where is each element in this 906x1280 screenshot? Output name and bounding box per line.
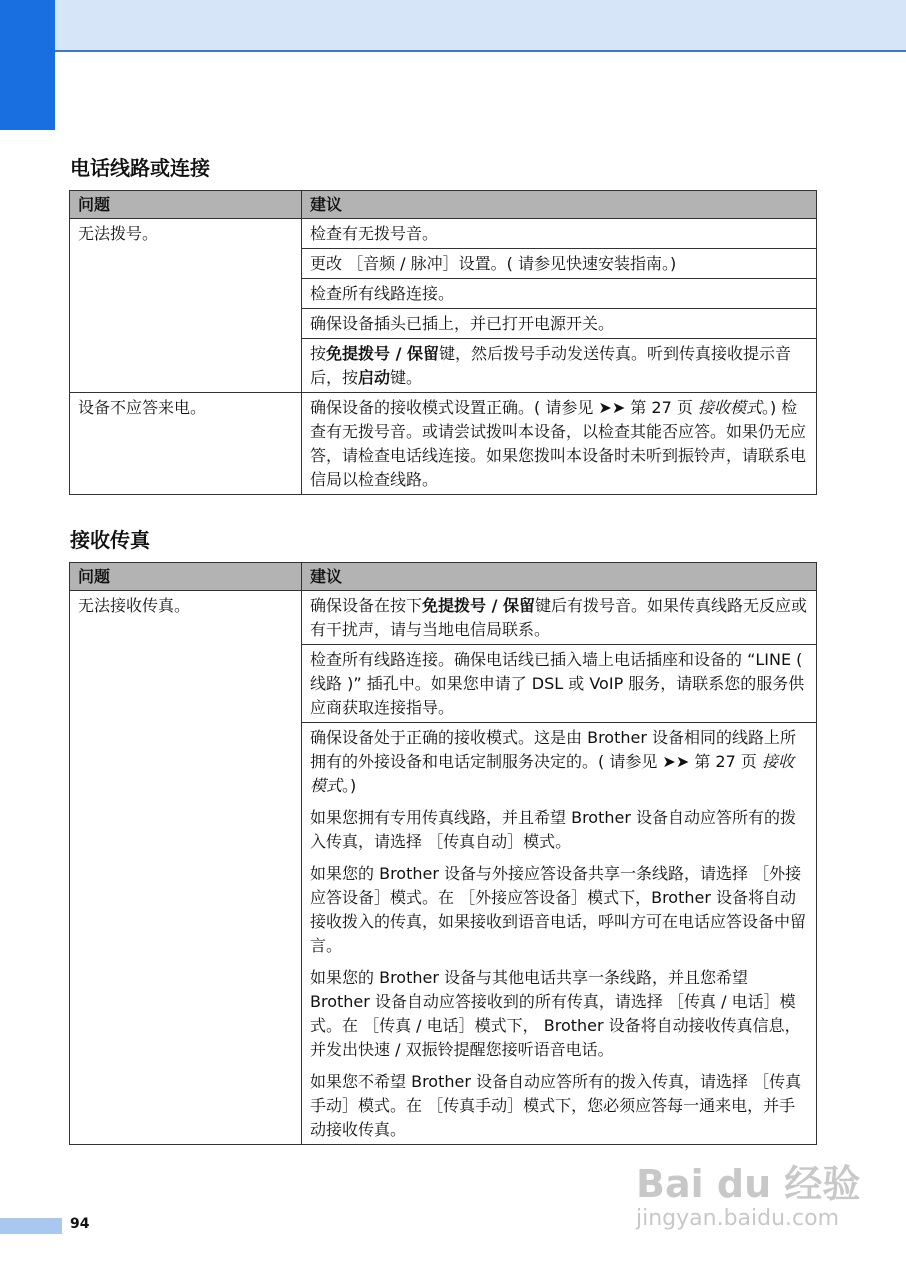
key-name-hands-free: 免提拨号 / 保留 bbox=[422, 596, 536, 615]
advice-paragraph: 如果您的 Brother 设备与外接应答设备共享一条线路，请选择 ［外接应答设备］模式。在 ［外接应答设备］模式下，Brother 设备将自动接收拨入的传真，如果接收到语音电话，呼叫方可在电话应答设备中留言。 bbox=[310, 864, 807, 955]
advice-cell bbox=[302, 723, 817, 1145]
problem-cell: 无法接收传真。 bbox=[70, 591, 302, 1145]
section-title-phone-line: 电话线路或连接 bbox=[70, 156, 210, 180]
watermark-url: jingyan.baidu.com bbox=[636, 1206, 840, 1231]
table-row bbox=[70, 219, 817, 249]
watermark bbox=[636, 1162, 860, 1232]
advice-text: 键后有拨号音。如果传真线路无反应或有干扰声，请与当地电信局联系。 bbox=[310, 596, 808, 639]
advice-text: 键，然后拨号手动发送传真。听到传真接收提示音后，按 bbox=[310, 344, 792, 387]
advice-cell: 检查所有线路连接。确保电话线已插入墙上电话插座和设备的 “LINE ( 线路 )” 插孔中。如果您申请了 DSL 或 VoIP 服务，请联系您的服务供应商获取连接指导。 bbox=[302, 645, 817, 723]
column-header-advice: 建议 bbox=[302, 563, 817, 591]
advice-text: 确保设备处于正确的接收模式。这是由 Brother 设备相同的线路上所拥有的外接设备和电话定制服务决定的。( 请参见 ➤➤ 第 27 页 bbox=[310, 728, 797, 771]
chapter-tab bbox=[0, 0, 55, 130]
problem-cell: 设备不应答来电。 bbox=[70, 393, 302, 495]
advice-text: 键。 bbox=[390, 368, 423, 387]
cross-reference-link[interactable]: 接收模式 bbox=[310, 752, 794, 795]
key-name-hands-free: 免提拨号 / 保留 bbox=[326, 344, 440, 363]
advice-cell bbox=[302, 339, 817, 393]
phone-line-table bbox=[69, 190, 817, 495]
page-number: 94 bbox=[70, 1216, 90, 1232]
advice-cell bbox=[302, 591, 817, 645]
footer-bar bbox=[0, 1218, 62, 1234]
section-title-receive-fax: 接收传真 bbox=[70, 528, 150, 552]
table-row bbox=[70, 591, 817, 645]
advice-cell: 确保设备插头已插上，并已打开电源开关。 bbox=[302, 309, 817, 339]
advice-paragraph bbox=[310, 726, 808, 798]
receive-fax-table bbox=[69, 562, 817, 1145]
key-name-start: 启动 bbox=[358, 368, 391, 387]
advice-text: 按 bbox=[310, 344, 327, 363]
advice-paragraph: 如果您不希望 Brother 设备自动应答所有的拨入传真，请选择 ［传真手动］模式。在 ［传真手动］模式下，您必须应答每一通来电，并手动接收传真。 bbox=[310, 1072, 802, 1139]
advice-paragraph: 如果您的 Brother 设备与其他电话共享一条线路，并且您希望 Brother 设备自动应答接收到的所有传真，请选择 ［传真 / 电话］模式。在 ［传真 / 电话］模式下， Brother 设备将自动接收传真信息，并发出快速 / 双振铃提醒您接听语音电话。 bbox=[310, 968, 801, 1059]
cross-reference-link[interactable]: 接收模式 bbox=[697, 398, 762, 417]
column-header-problem: 问题 bbox=[70, 563, 302, 591]
advice-cell: 更改 ［音频 / 脉冲］设置。( 请参见快速安装指南。) bbox=[302, 249, 817, 279]
problem-cell: 无法拨号。 bbox=[70, 219, 302, 393]
advice-paragraph: 如果您拥有专用传真线路，并且希望 Brother 设备自动应答所有的拨入传真，请选择 ［传真自动］模式。 bbox=[310, 808, 797, 851]
advice-text: 。) bbox=[342, 776, 357, 795]
advice-text: 。) 检查有无拨号音。或请尝试拨叫本设备，以检查其能否应答。如果仍无应答，请检查电话线连接。如果您拨叫本设备时未听到振铃声，请联系电信局以检查线路。 bbox=[310, 398, 807, 489]
advice-cell bbox=[302, 393, 817, 495]
column-header-advice: 建议 bbox=[302, 191, 817, 219]
table-header-row bbox=[70, 191, 817, 219]
advice-cell: 检查有无拨号音。 bbox=[302, 219, 817, 249]
table-header-row bbox=[70, 563, 817, 591]
advice-cell: 检查所有线路连接。 bbox=[302, 279, 817, 309]
advice-text: 确保设备在按下 bbox=[310, 596, 423, 615]
table-row bbox=[70, 393, 817, 495]
column-header-problem: 问题 bbox=[70, 191, 302, 219]
watermark-logo: Bai du 经验 bbox=[636, 1162, 861, 1206]
header-band bbox=[0, 0, 906, 52]
advice-text: 确保设备的接收模式设置正确。( 请参见 ➤➤ 第 27 页 bbox=[310, 398, 698, 417]
